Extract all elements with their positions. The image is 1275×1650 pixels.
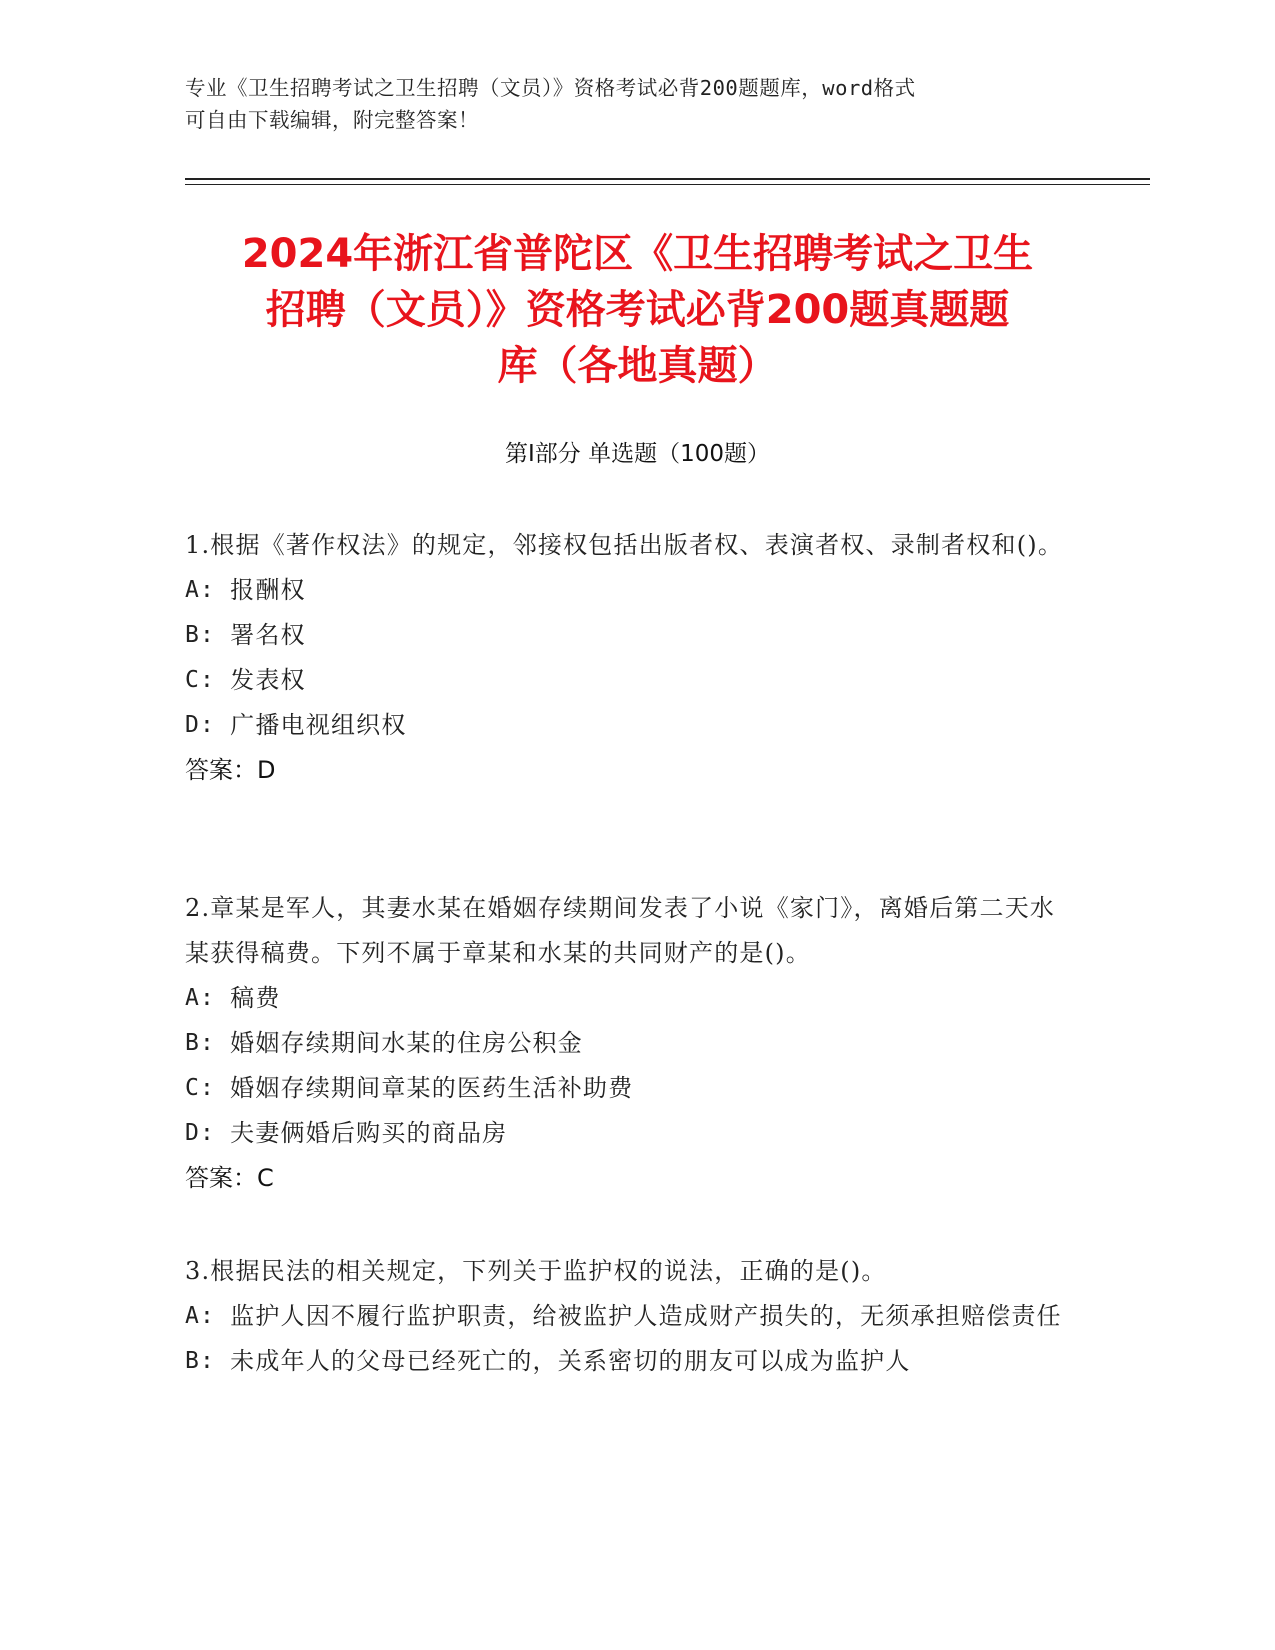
answer-line: 答案：C xyxy=(185,1164,274,1192)
question-text: 1.根据《著作权法》的规定，邻接权包括出版者权、表演者权、录制者权和()。 xyxy=(185,531,1064,559)
option-text: 监护人因不履行监护职责，给被监护人造成财产损失的，无须承担赔偿责任 xyxy=(230,1302,1062,1330)
header-divider-thick xyxy=(185,178,1150,180)
option-letter: C: xyxy=(185,667,231,693)
option-letter: A: xyxy=(185,1303,231,1329)
question-2 xyxy=(185,886,1065,1201)
option-letter: A: xyxy=(185,577,231,603)
question-text: 2.章某是军人，其妻水某在婚姻存续期间发表了小说《家门》，离婚后第二天水某获得稿费。下列不属于章某和水某的共同财产的是()。 xyxy=(185,894,1056,967)
option-text: 婚姻存续期间水某的住房公积金 xyxy=(230,1029,583,1057)
option-d xyxy=(185,703,1065,748)
document-title-line-1: 2024年浙江省普陀区《卫生招聘考试之卫生 xyxy=(241,231,1034,277)
option-text: 广播电视组织权 xyxy=(230,711,407,739)
option-letter: A: xyxy=(185,985,231,1011)
option-b xyxy=(185,613,1065,658)
option-a xyxy=(185,568,1065,613)
option-c xyxy=(185,658,1065,703)
section-title: 第Ⅰ部分 单选题（100题） xyxy=(505,441,770,467)
option-b xyxy=(185,1021,1065,1066)
header-divider-thin xyxy=(185,184,1150,185)
question-3 xyxy=(185,1249,1065,1384)
document-title-line-3: 库（各地真题） xyxy=(497,343,778,389)
option-text: 署名权 xyxy=(230,621,306,649)
header-note-line-1: 专业《卫生招聘考试之卫生招聘（文员）》资格考试必背200题题库，word格式 xyxy=(185,76,916,100)
option-c xyxy=(185,1066,1065,1111)
option-text: 稿费 xyxy=(230,984,281,1012)
answer-line: 答案：D xyxy=(185,756,276,784)
header-note xyxy=(185,72,1065,136)
option-letter: D: xyxy=(185,712,231,738)
option-text: 婚姻存续期间章某的医药生活补助费 xyxy=(230,1074,634,1102)
question-1 xyxy=(185,523,1065,793)
option-letter: B: xyxy=(185,622,231,648)
option-text: 未成年人的父母已经死亡的，关系密切的朋友可以成为监护人 xyxy=(230,1347,911,1375)
option-letter: B: xyxy=(185,1348,231,1374)
option-b xyxy=(185,1339,1065,1384)
header-note-line-2: 可自由下载编辑，附完整答案！ xyxy=(185,108,479,132)
option-text: 夫妻俩婚后购买的商品房 xyxy=(230,1119,508,1147)
option-text: 发表权 xyxy=(230,666,306,694)
option-a xyxy=(185,976,1065,1021)
document-title xyxy=(170,226,1105,394)
document-title-line-2: 招聘（文员）》资格考试必背200题真题题 xyxy=(265,287,1010,333)
option-a xyxy=(185,1294,1065,1339)
option-letter: B: xyxy=(185,1030,231,1056)
option-letter: C: xyxy=(185,1075,231,1101)
option-d xyxy=(185,1111,1065,1156)
question-text: 3.根据民法的相关规定，下列关于监护权的说法，正确的是()。 xyxy=(185,1257,887,1285)
option-letter: D: xyxy=(185,1120,231,1146)
option-text: 报酬权 xyxy=(230,576,306,604)
